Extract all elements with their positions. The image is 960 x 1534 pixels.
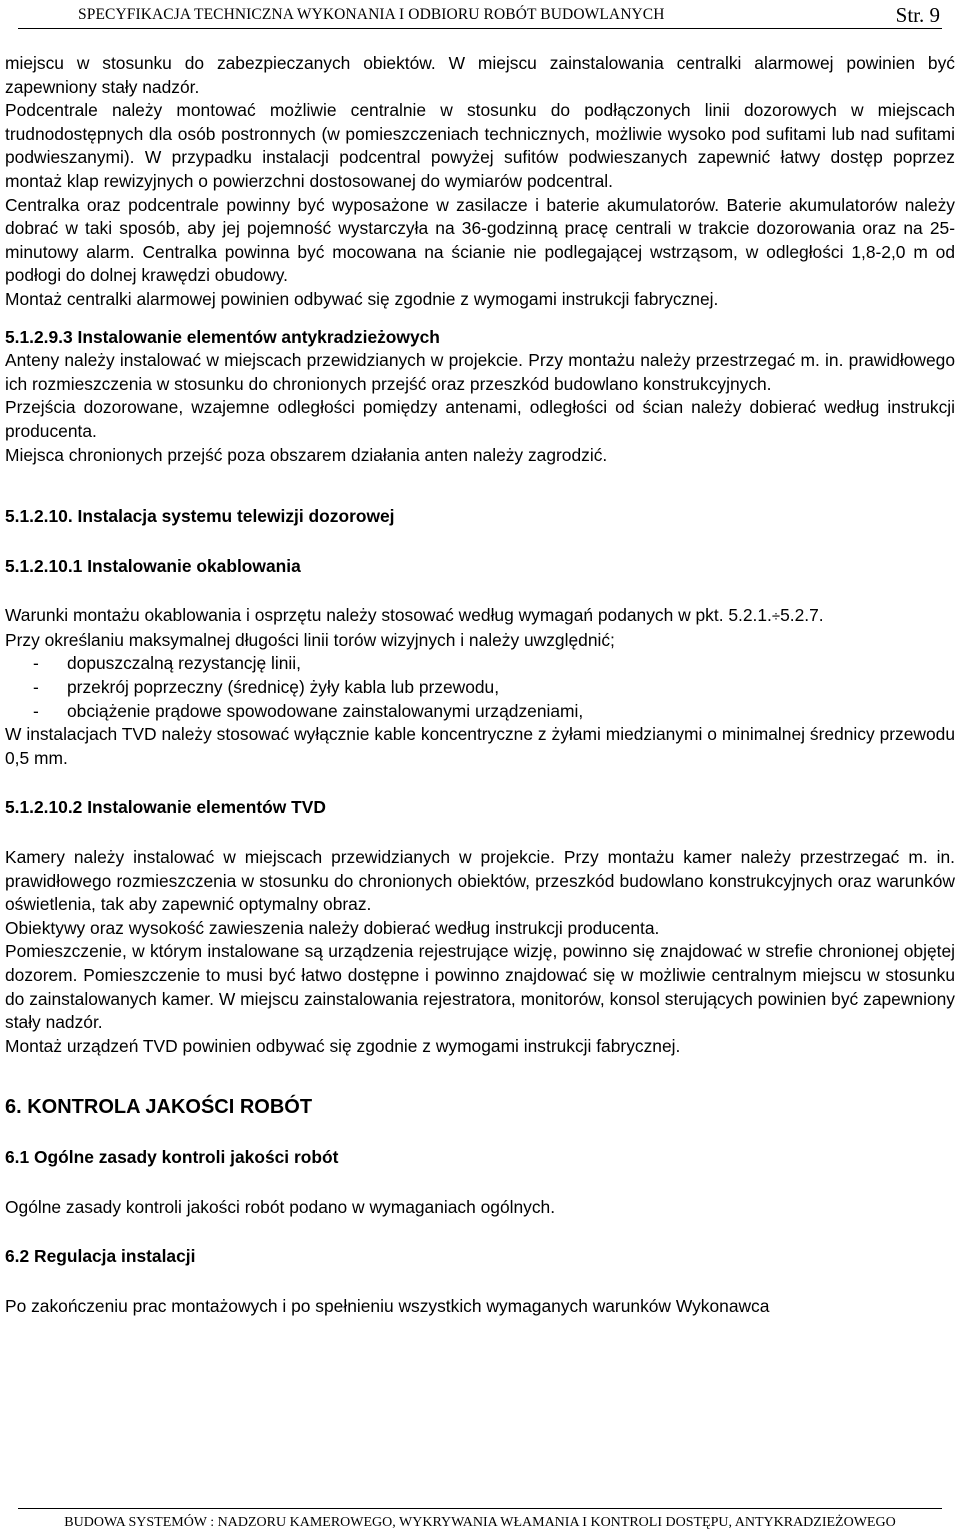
paragraph: Kamery należy instalować w miejscach przewidzianych w projekcie. Przy montażu kamer należy przestrzegać m. in. prawidłowego rozmieszczenia w stosunku do chronionych obiektów, przeszkód budowlano konstrukcyjnych oraz warunków oświetlenia, tak aby zapewnić optymalny obraz.: [5, 847, 955, 915]
paragraph: Obiektywy oraz wysokość zawieszenia należy dobierać według instrukcji producenta.: [5, 917, 660, 938]
section-heading: 5.1.2.10.1 Instalowanie okablowania: [5, 555, 301, 576]
footer-text: BUDOWA SYSTEMÓW : NADZORU KAMEROWEGO, WYKRYWANIA WŁAMANIA I KONTROLI DOSTĘPU, ANTYKRADZIEŻOWEGO: [64, 1515, 896, 1530]
paragraph: Przy określaniu maksymalnej długości linii torów wizyjnych i należy uwzględnić;: [5, 629, 615, 650]
page-number: Str. 9: [895, 3, 940, 27]
paragraph: Pomieszczenie, w którym instalowane są urządzenia rejestrujące wizję, powinno się znajdować w strefie chronionej objętej dozorem. Pomieszczenie to musi być łatwo dostępne i powinno znajdować się w możliwie centralnym miejscu w stosunku do zainstalowanych kamer. W miejscu zainstalowania rejestratora, monitorów, konsol sterujących powinien być zapewniony stały nadzór.: [5, 941, 955, 1033]
paragraph: Przejścia dozorowane, wzajemne odległości pomiędzy antenami, odległości od ścian należy dobierać według instrukcji producenta.: [5, 397, 955, 441]
paragraph: Podcentrale należy montować możliwie centralnie w stosunku do podłączonych linii dozorowych w miejscach trudnodostępnych dla osób postronnych (w pomieszczeniach technicznych, możliwie wysoko pod sufitami lub nad sufitami podwieszanymi). W przypadku instalacji podcentral powyżej sufitów podwieszanych zapewnić łatwy dostęp poprzez montaż klap rewizyjnych o powierzchni dostosowanej do wymiarów podcentral.: [5, 100, 955, 191]
page-header: [18, 2, 942, 29]
paragraph: Montaż urządzeń TVD powinien odbywać się zgodnie z wymogami instrukcji fabrycznej.: [5, 1035, 681, 1056]
paragraph: Po zakończeniu prac montażowych i po spełnieniu wszystkich wymaganych warunków Wykonawca: [5, 1295, 770, 1316]
paragraph-text: Warunki montażu okablowania i osprzętu należy stosować według wymagań podanych w pkt. 5.2.1.: [5, 605, 772, 626]
section-heading: 5.1.2.10.2 Instalowanie elementów TVD: [5, 797, 326, 818]
section-heading: 5.1.2.10. Instalacja systemu telewizji dozorowej: [5, 506, 395, 527]
section-heading: 6.2 Regulacja instalacji: [5, 1246, 196, 1267]
range-symbol: ÷: [771, 608, 781, 626]
paragraph: Miejsca chronionych przejść poza obszarem działania anten należy zagrodzić.: [5, 444, 608, 465]
document-body: [5, 52, 955, 1318]
paragraph: Centralka oraz podcentrale powinny być wyposażone w zasilacze i baterie akumulatorów. Baterie akumulatorów należy dobrać w taki sposób, aby jej pojemność wystarczyła na 36-godzinną pracę centrali w trakcie dozorowania oraz na 25-minutowy alarm. Centralka powinna być mocowana na ścianie nie podlegającej wstrząsom, w odległości 1,8-2,0 m od podłogi do dolnej krawędzi obudowy.: [5, 194, 955, 286]
section-heading: 5.1.2.9.3 Instalowanie elementów antykradzieżowych: [5, 326, 440, 347]
chapter-heading: 6. KONTROLA JAKOŚCI ROBÓT: [5, 1096, 313, 1119]
paragraph: [5, 604, 955, 629]
page-footer: [18, 1508, 942, 1531]
dash-list: [5, 652, 955, 723]
document-title: SPECYFIKACJA TECHNICZNA WYKONANIA I ODBIORU ROBÓT BUDOWLANYCH: [78, 6, 665, 23]
list-item: - przekrój poprzeczny (średnicę) żyły kabla lub przewodu,: [5, 676, 955, 700]
paragraph: W instalacjach TVD należy stosować wyłącznie kable koncentryczne z żyłami miedzianymi o minimalnej średnicy przewodu 0,5 mm.: [5, 724, 955, 768]
paragraph-text: 5.2.7.: [780, 605, 824, 626]
paragraph: miejscu w stosunku do zabezpieczanych obiektów. W miejscu zainstalowania centralki alarmowej powinien być zapewniony stały nadzór.: [5, 53, 955, 97]
section-heading: 6.1 Ogólne zasady kontroli jakości robót: [5, 1146, 339, 1167]
list-item: - obciążenie prądowe spowodowane zainstalowanymi urządzeniami,: [5, 700, 955, 724]
paragraph: Anteny należy instalować w miejscach przewidzianych w projekcie. Przy montażu należy przestrzegać m. in. prawidłowego ich rozmieszczenia w stosunku do chronionych przejść oraz przeszkód budowlano konstrukcyjnych.: [5, 350, 955, 394]
paragraph: Ogólne zasady kontroli jakości robót podano w wymaganiach ogólnych.: [5, 1196, 556, 1217]
paragraph: Montaż centralki alarmowej powinien odbywać się zgodnie z wymogami instrukcji fabrycznej.: [5, 288, 719, 309]
list-item: - dopuszczalną rezystancję linii,: [5, 652, 955, 676]
